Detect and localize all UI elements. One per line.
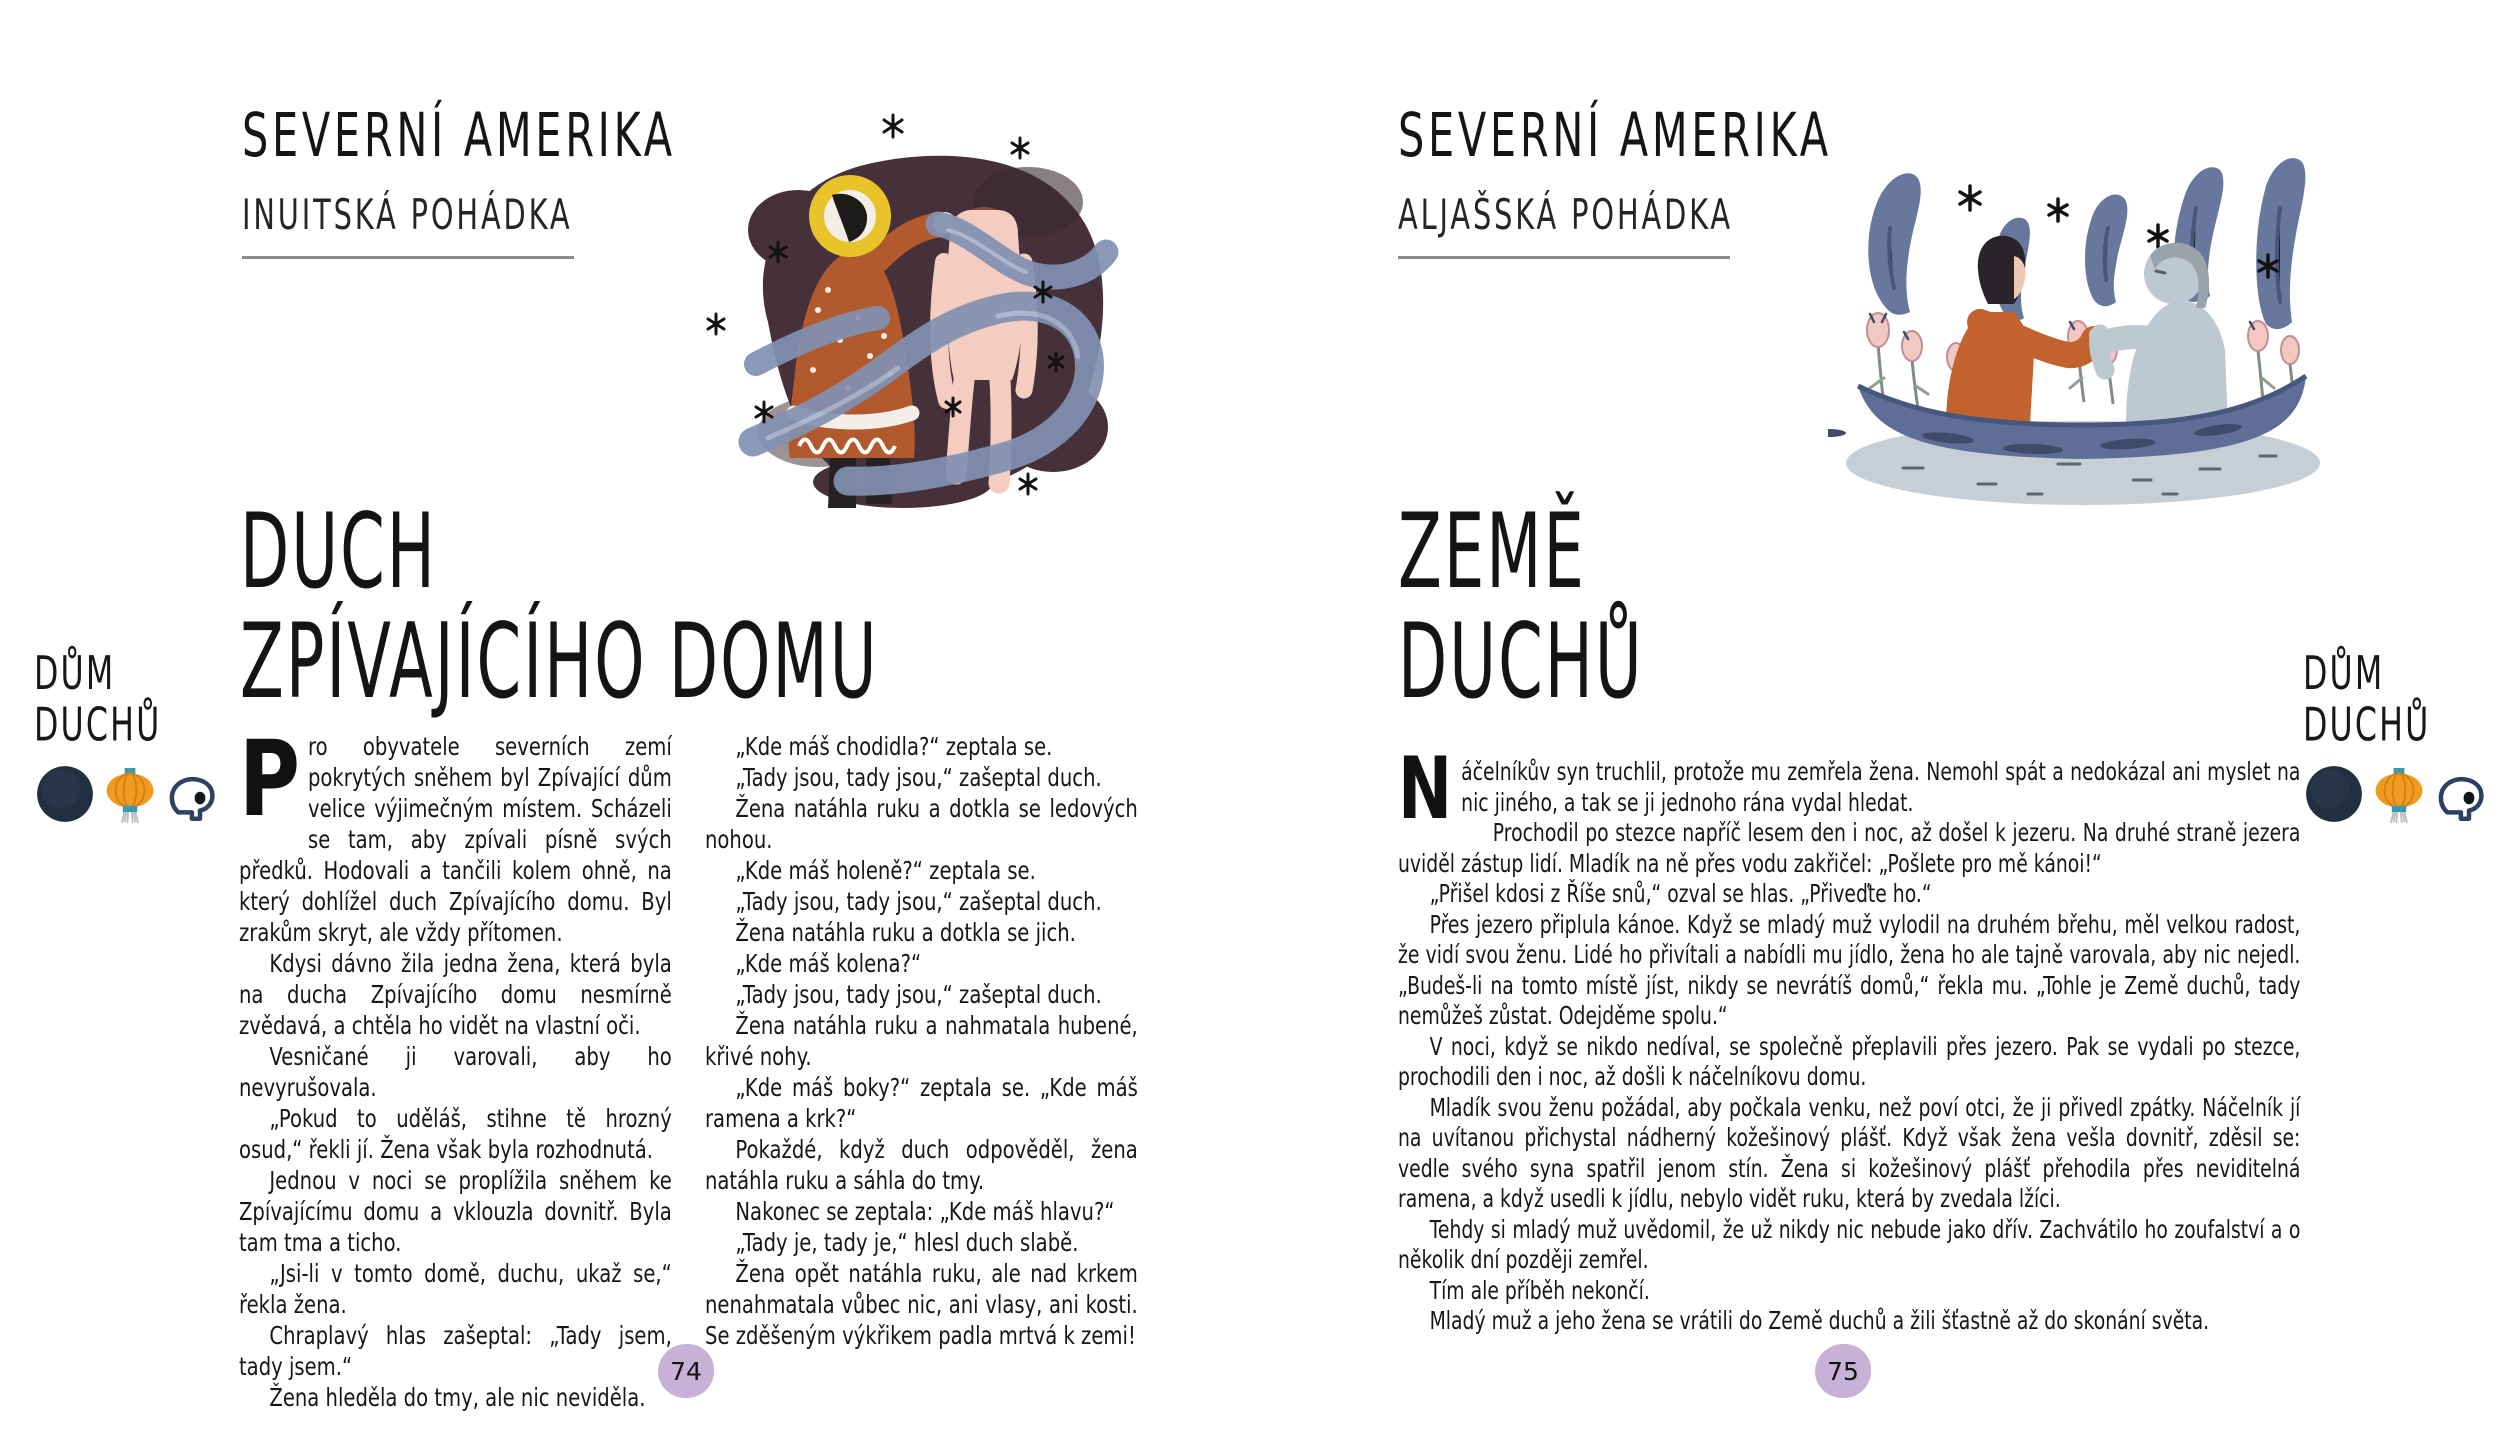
story-paragraph: Žena natáhla ruku a nahmatala hubené, křivé nohy.	[705, 1011, 1138, 1071]
skull-icon	[164, 772, 218, 824]
story-paragraph: Žena hleděla do tmy, ale nic neviděla.	[269, 1383, 646, 1412]
singing-house-art	[698, 112, 1126, 514]
story-paragraph: „Tady je, tady je,“ hlesl duch slabě.	[735, 1228, 1079, 1257]
story-paragraph: Mladý muž a jeho žena se vrátili do Země duchů a žili šťastně až do skonání světa.	[1429, 1306, 2210, 1335]
left-column-2	[705, 731, 1138, 1351]
story-paragraph: Chraplavý hlas zašeptal: „Tady jsem, tady jsem.“	[239, 1321, 672, 1381]
margin-label-text: DŮM DUCHŮ	[2303, 646, 2431, 752]
story-paragraph: Prochodil po stezce napříč lesem den i noc, až došel k jezeru. Na druhé straně jezera uviděl zástup lidí. Mladík na ně přes vodu zakřičel: „Pošlete pro mě kánoi!“	[1398, 818, 2301, 878]
story-paragraph: Pro obyvatele severních zemí pokrytých sněhem byl Zpívající dům velice výjimečným místem. Scházeli se tam, aby zpívali písně svých předků. Hodovali a tančili kolem ohně, na který dohlížel duch Zpívajícího domu. Byl zrakům skryt, ale vždy přítomen.	[239, 718, 672, 947]
story-paragraph: Nakonec se zeptala: „Kde máš hlavu?“	[735, 1197, 1115, 1226]
lantern-icon	[2372, 766, 2426, 824]
margin-label-left	[34, 648, 218, 824]
story-paragraph: Náčelníkův syn truchlil, protože mu zemřela žena. Nemohl spát a nedokázal ani myslet na nic jiného, a tak se ji jednoho rána vydal hledat.	[1398, 739, 2301, 839]
margin-label-right	[2303, 648, 2487, 824]
margin-icons-left	[34, 762, 218, 824]
story-paragraph: „Jsi-li v tomto domě, duchu, ukaž se,“ řekla žena.	[239, 1259, 672, 1319]
page-number-right: 75	[1815, 1344, 1871, 1398]
region-title: SEVERNÍ AMERIKA	[1398, 100, 1832, 172]
canoe-art	[1828, 138, 2336, 510]
story-paragraph: Tehdy si mladý muž uvědomil, že už nikdy nic nebude jako dřív. Zachvátilo ho zoufalství a o několik dní později zemřel.	[1398, 1214, 2301, 1274]
story-title-line2: DUCHŮ	[1398, 602, 1644, 723]
story-paragraph: „Pokud to uděláš, stihne tě hrozný osud,“ řekli jí. Žena však byla rozhodnutá.	[239, 1104, 672, 1164]
skull-icon	[2433, 772, 2487, 824]
drop-cap: P	[239, 718, 300, 840]
story-paragraph: „Kde máš boky?“ zeptala se. „Kde máš ramena a krk?“	[705, 1073, 1138, 1133]
lantern-icon	[103, 766, 157, 824]
story-paragraph: „Tady jsou, tady jsou,“ zašeptal duch.	[735, 980, 1102, 1009]
ink-ball-icon	[2303, 762, 2365, 824]
story-title-line1: DUCH	[240, 492, 437, 613]
right-story-body	[1398, 739, 2301, 1337]
left-column-1	[239, 718, 672, 1413]
story-paragraph: „Kde máš chodidla?“ zeptala se.	[735, 732, 1053, 761]
story-paragraph: Žena natáhla ruku a dotkla se jich.	[735, 918, 1076, 947]
story-paragraph: „Tady jsou, tady jsou,“ zašeptal duch.	[735, 887, 1102, 916]
subtitle-underline	[242, 256, 574, 259]
story-paragraph: V noci, když se nikdo nedíval, se společně přeplavili přes jezero. Pak se vydali po stezce, prochodili den i noc, až došli k náčelníkovu domu.	[1398, 1031, 2301, 1091]
story-title-line1: ZEMĚ	[1398, 492, 1586, 613]
story-paragraph: „Přišel kdosi z Říše snů,“ ozval se hlas. „Přiveďte ho.“	[1429, 879, 1932, 908]
ink-ball-icon	[34, 762, 96, 824]
margin-label-text: DŮM DUCHŮ	[34, 646, 162, 752]
story-paragraph: Jednou v noci se proplížila sněhem ke Zpívajícímu domu a vklouzla dovnitř. Byla tam tma a ticho.	[239, 1166, 672, 1257]
drop-cap: N	[1398, 739, 1453, 839]
tale-type-subtitle: INUITSKÁ POHÁDKA	[242, 191, 573, 240]
story-paragraph: „Kde máš holeně?“ zeptala se.	[735, 856, 1036, 885]
story-paragraph: Přes jezero připlula kánoe. Když se mladý muž vylodil na druhém břehu, měl velkou radost, že vidí svou ženu. Lidé ho přivítali a nabídli mu jídlo, žena ho ale tajně varovala, aby nic nejedl. „Budeš-li na tomto místě jíst, nikdy se nevrátíš domů,“ řekla mu. „Tohle je Země duchů, tady nemůžeš zůstat. Odejděme spolu.“	[1398, 909, 2301, 1030]
region-title: SEVERNÍ AMERIKA	[242, 100, 676, 172]
story-paragraph: Žena natáhla ruku a dotkla se ledových nohou.	[705, 794, 1138, 854]
story-paragraph: Kdysi dávno žila jedna žena, která byla na ducha Zpívajícího domu nesmírně zvědavá, a chtěla ho vidět na vlastní oči.	[239, 949, 672, 1040]
story-paragraph: Mladík svou ženu požádal, aby počkala venku, než poví otci, že ji přivedl zpátky. Náčelník jí na uvítanou přichystal nádherný kožešinový plášť. Když však žena vešla dovnitř, zděsil se: vedle svého syna spatřil jenom stín. Žena si kožešinový plášť přehodila přes neviditelná ramena, a když usedli k jídlu, nebylo vidět ruku, která by zvedala lžíci.	[1398, 1092, 2301, 1213]
story-title-left	[240, 492, 879, 723]
story-paragraph: Tím ale příběh nekončí.	[1429, 1275, 1650, 1305]
page-number-left: 74	[658, 1344, 714, 1398]
land-of-ghosts-illustration	[1828, 138, 2336, 510]
margin-icons-right	[2303, 762, 2487, 824]
story-paragraph: Pokaždé, když duch odpověděl, žena natáhla ruku a sáhla do tmy.	[705, 1135, 1138, 1195]
story-title-right	[1398, 492, 1644, 723]
subtitle-underline	[1398, 256, 1730, 259]
story-paragraph: Vesničané ji varovali, aby ho nevyrušovala.	[239, 1042, 672, 1102]
tale-type-subtitle: ALJAŠSKÁ POHÁDKA	[1398, 191, 1733, 240]
singing-house-illustration	[698, 112, 1126, 514]
story-title-line2: ZPÍVAJÍCÍHO DOMU	[240, 602, 879, 723]
story-paragraph: Žena opět natáhla ruku, ale nad krkem nenahmatala vůbec nic, ani vlasy, ani kosti. Se zděšeným výkřikem padla mrtvá k zemi!	[705, 1259, 1138, 1350]
story-paragraph: „Tady jsou, tady jsou,“ zašeptal duch.	[735, 763, 1102, 792]
story-paragraph: „Kde máš kolena?“	[735, 949, 922, 978]
